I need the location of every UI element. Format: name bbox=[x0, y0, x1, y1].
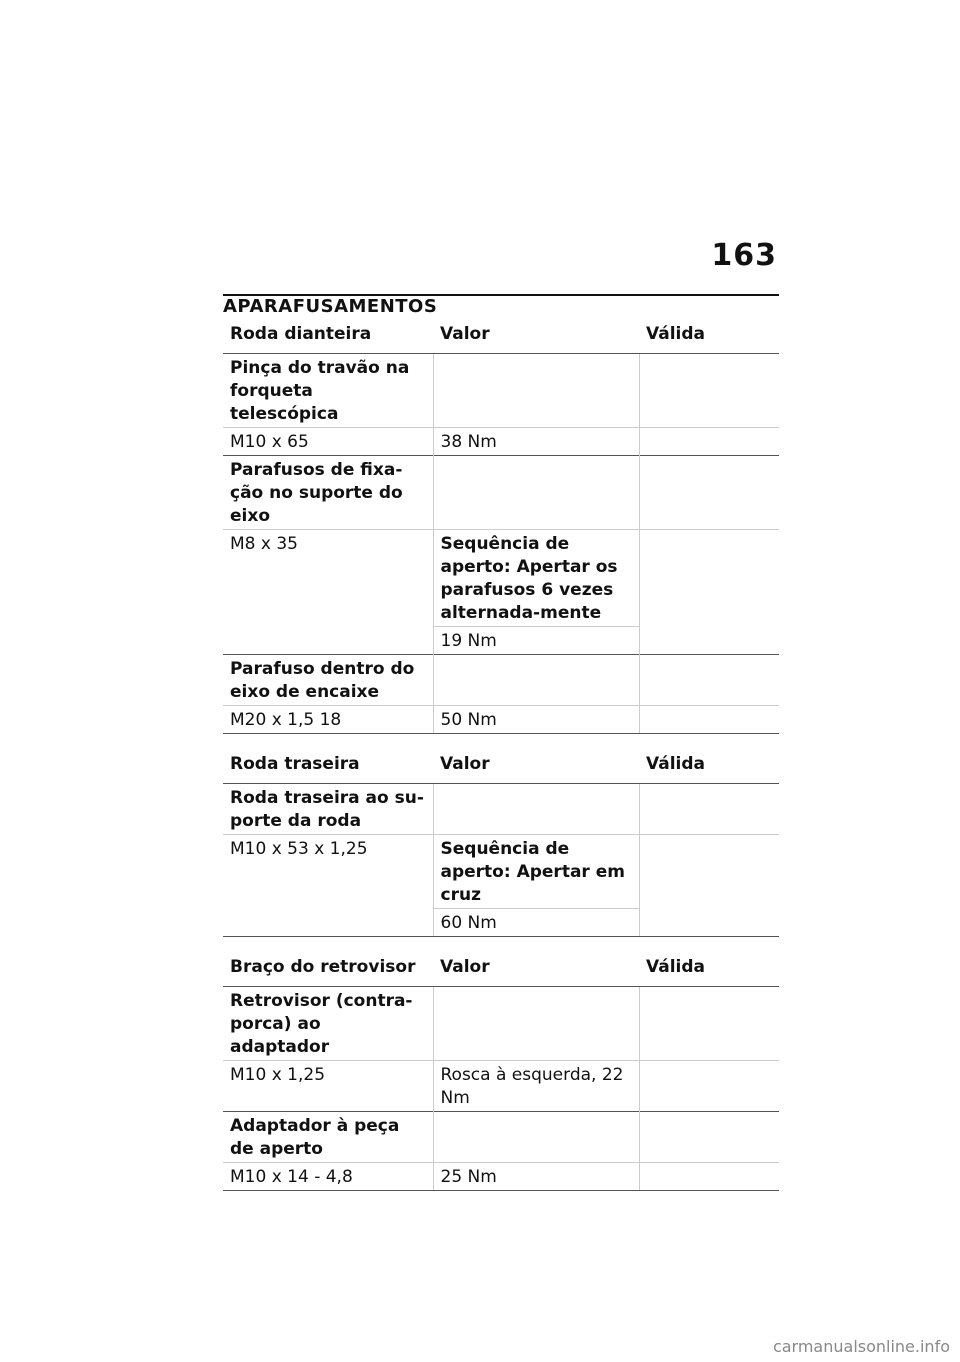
table-row bbox=[223, 354, 779, 428]
item-label: Adaptador à peça de aperto bbox=[223, 1112, 433, 1163]
value-cell: 19 Nm bbox=[433, 627, 639, 655]
section-title: APARAFUSAMENTOS bbox=[223, 296, 438, 317]
value-cell bbox=[433, 987, 639, 1061]
header-value: Valor bbox=[433, 318, 639, 354]
valid-checkbox-cell[interactable] bbox=[639, 354, 779, 428]
valid-checkbox-cell[interactable] bbox=[639, 1112, 779, 1163]
valid-checkbox-cell[interactable] bbox=[639, 655, 779, 706]
value-cell: 60 Nm bbox=[433, 909, 639, 937]
page-number: 163 bbox=[711, 238, 777, 273]
header-component: Braço do retrovisor bbox=[223, 951, 433, 987]
value-cell: 25 Nm bbox=[433, 1163, 639, 1191]
header-valid: Válida bbox=[639, 318, 779, 354]
table-row bbox=[223, 835, 779, 909]
table-row bbox=[223, 1061, 779, 1112]
table-mirror-arm bbox=[223, 951, 779, 1191]
value-cell bbox=[433, 784, 639, 835]
value-cell: 50 Nm bbox=[433, 706, 639, 734]
watermark-footer[interactable]: carmanualsonline.info bbox=[772, 1337, 950, 1356]
table-row bbox=[223, 1163, 779, 1191]
table-row bbox=[223, 784, 779, 835]
spec-cell: M20 x 1,5 18 bbox=[223, 706, 433, 734]
valid-checkbox-cell[interactable] bbox=[639, 1163, 779, 1191]
torque-tables bbox=[223, 318, 779, 1205]
spec-cell: M8 x 35 bbox=[223, 530, 433, 655]
table-row bbox=[223, 706, 779, 734]
value-cell bbox=[433, 354, 639, 428]
table-rear-wheel bbox=[223, 748, 779, 937]
table-row bbox=[223, 530, 779, 627]
value-cell bbox=[433, 655, 639, 706]
valid-checkbox-cell[interactable] bbox=[639, 706, 779, 734]
spec-cell: M10 x 1,25 bbox=[223, 1061, 433, 1112]
header-value: Valor bbox=[433, 951, 639, 987]
table-front-wheel bbox=[223, 318, 779, 734]
table-row bbox=[223, 1112, 779, 1163]
value-cell bbox=[433, 1112, 639, 1163]
table-row bbox=[223, 987, 779, 1061]
table-row bbox=[223, 456, 779, 530]
header-component: Roda traseira bbox=[223, 748, 433, 784]
value-cell bbox=[433, 456, 639, 530]
header-valid: Válida bbox=[639, 748, 779, 784]
table-row bbox=[223, 655, 779, 706]
valid-checkbox-cell[interactable] bbox=[639, 530, 779, 655]
valid-checkbox-cell[interactable] bbox=[639, 987, 779, 1061]
header-valid: Válida bbox=[639, 951, 779, 987]
item-label: Parafuso dentro do eixo de encaixe bbox=[223, 655, 433, 706]
item-label: Roda traseira ao su-porte da roda bbox=[230, 788, 424, 831]
item-label: Pinça do travão na forqueta telescópica bbox=[230, 358, 410, 424]
spec-cell: M10 x 14 - 4,8 bbox=[223, 1163, 433, 1191]
value-cell: 38 Nm bbox=[433, 428, 639, 456]
value-cell: Sequência de aperto: Apertar os parafusos 6 vezes alternada-mente bbox=[433, 530, 639, 627]
header-value: Valor bbox=[433, 748, 639, 784]
valid-checkbox-cell[interactable] bbox=[639, 784, 779, 835]
valid-checkbox-cell[interactable] bbox=[639, 456, 779, 530]
table-row bbox=[223, 428, 779, 456]
item-label: Parafusos de fixa-ção no suporte do eixo bbox=[223, 456, 433, 530]
valid-checkbox-cell[interactable] bbox=[639, 835, 779, 937]
item-label: Retrovisor (contra-porca) ao adaptador bbox=[230, 991, 413, 1057]
spec-cell: M10 x 65 bbox=[223, 428, 433, 456]
header-component: Roda dianteira bbox=[223, 318, 433, 354]
valid-checkbox-cell[interactable] bbox=[639, 428, 779, 456]
valid-checkbox-cell[interactable] bbox=[639, 1061, 779, 1112]
spec-cell: M10 x 53 x 1,25 bbox=[223, 835, 433, 937]
value-cell: Rosca à esquerda, 22 Nm bbox=[433, 1061, 639, 1112]
value-cell: Sequência de aperto: Apertar em cruz bbox=[433, 835, 639, 909]
